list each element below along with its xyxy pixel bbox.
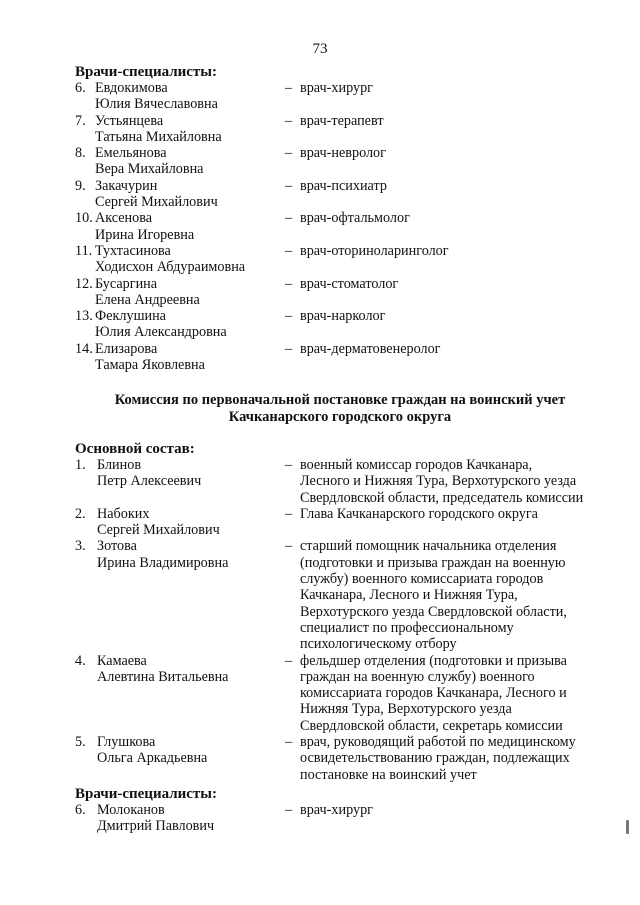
role-line: Глава Качканарского городского округа xyxy=(300,505,538,522)
person-name xyxy=(95,80,285,113)
dash: – xyxy=(285,177,293,194)
role-line: Свердловской области, председатель комиссии xyxy=(300,489,584,506)
given-name: Юлия Александровна xyxy=(95,324,227,341)
dash: – xyxy=(285,145,293,162)
surname: Евдокимова xyxy=(95,80,168,96)
dash: – xyxy=(285,308,293,325)
role-line: службу) военного комиссариата городов xyxy=(300,571,544,588)
item-number: 5. xyxy=(75,734,86,751)
surname: Глушкова xyxy=(97,734,156,751)
list-item xyxy=(75,178,615,211)
item-number: 8. xyxy=(75,145,86,162)
person-name xyxy=(97,538,285,652)
person-role: врач-нарколог xyxy=(300,308,386,325)
dash: – xyxy=(285,457,293,473)
given-name: Петр Алексеевич xyxy=(97,473,202,490)
dash: – xyxy=(285,80,293,96)
surname: Емельянова xyxy=(95,145,167,162)
surname: Молоканов xyxy=(97,802,165,818)
role-line: старший помощник начальника отделения xyxy=(300,538,557,555)
person-name xyxy=(95,243,285,276)
list-item xyxy=(75,506,615,539)
item-number: 6. xyxy=(75,80,86,96)
given-name: Ирина Игоревна xyxy=(95,226,195,243)
person-name xyxy=(97,802,285,835)
item-number: 13. xyxy=(75,308,93,325)
person-role: врач-хирург xyxy=(300,80,373,96)
section-heading-specialists: Врачи-специалисты: xyxy=(75,786,218,802)
person-name xyxy=(97,734,285,783)
item-number: 6. xyxy=(75,802,86,818)
list-item xyxy=(75,308,615,341)
list-item xyxy=(75,276,615,309)
person-role xyxy=(300,538,618,652)
dash: – xyxy=(285,538,293,555)
surname: Феклушина xyxy=(95,308,166,325)
given-name: Вера Михайловна xyxy=(95,161,204,178)
role-line: врач, руководящий работой по медицинскому xyxy=(300,734,576,751)
role-line: граждан на военную службу) военного xyxy=(300,668,535,685)
person-role: врач-офтальмолог xyxy=(300,210,410,227)
item-number: 4. xyxy=(75,652,86,669)
commission-title-line: Качканарского городского округа xyxy=(228,409,452,425)
person-name xyxy=(97,506,285,539)
person-role xyxy=(300,506,618,539)
dash: – xyxy=(285,734,293,751)
list-item xyxy=(75,113,615,146)
role-line: (подготовки и призыва граждан на военную xyxy=(300,554,566,571)
role-line: комиссариата городов Качканара, Лесного и xyxy=(300,685,567,702)
role-line: фельдшер отделения (подготовки и призыва xyxy=(300,652,567,669)
commission-title xyxy=(90,392,590,426)
person-name xyxy=(95,145,285,178)
role-line: Свердловской области, секретарь комиссии xyxy=(300,717,563,734)
list-item xyxy=(75,802,615,835)
specialists-list xyxy=(75,80,615,373)
specialists-list-2 xyxy=(75,802,615,835)
role-line: освидетельствованию граждан, подлежащих xyxy=(300,750,570,767)
list-item xyxy=(75,341,615,374)
role-line: Лесного и Нижняя Тура, Верхотурского уезда xyxy=(300,473,577,490)
person-name xyxy=(95,178,285,211)
dash: – xyxy=(285,210,293,227)
person-role: врач-хирург xyxy=(300,802,373,818)
list-item xyxy=(75,243,615,276)
person-name xyxy=(95,113,285,146)
item-number: 1. xyxy=(75,457,86,473)
person-role: врач-дерматовенеролог xyxy=(300,340,441,357)
dash: – xyxy=(285,340,293,357)
role-line: Нижняя Тура, Верхотурского уезда xyxy=(300,701,512,718)
given-name: Алевтина Витальевна xyxy=(97,668,229,685)
section-heading-main-members: Основной состав: xyxy=(75,441,195,457)
surname: Зотова xyxy=(97,538,137,555)
person-role: врач-невролог xyxy=(300,145,386,162)
item-number: 9. xyxy=(75,177,86,194)
page-number: 73 xyxy=(312,41,328,57)
scan-mark xyxy=(626,820,629,834)
given-name: Юлия Вячеславовна xyxy=(95,96,218,113)
commission-title-line: Комиссия по первоначальной постановке граждан на воинский учет xyxy=(114,392,566,408)
role-line: Качканара, Лесного и Нижняя Тура, xyxy=(300,587,518,604)
given-name: Тамара Яковлевна xyxy=(95,357,205,374)
person-name xyxy=(97,457,285,506)
dash: – xyxy=(285,242,293,259)
list-item xyxy=(75,457,615,506)
list-item xyxy=(75,653,615,734)
dash: – xyxy=(285,505,293,522)
given-name: Елена Андреевна xyxy=(95,291,200,308)
person-role: врач-психиатр xyxy=(300,177,387,194)
given-name: Ольга Аркадьевна xyxy=(97,750,208,767)
dash: – xyxy=(285,802,293,818)
item-number: 11. xyxy=(75,242,93,259)
item-number: 10. xyxy=(75,210,93,227)
person-name xyxy=(95,276,285,309)
given-name: Ходисхон Абдураимовна xyxy=(95,259,246,276)
person-name xyxy=(97,653,285,734)
person-role xyxy=(300,734,618,783)
surname: Блинов xyxy=(97,457,142,473)
role-line: военный комиссар городов Качканара, xyxy=(300,457,533,473)
list-item xyxy=(75,734,615,783)
item-number: 12. xyxy=(75,275,93,292)
person-role: врач-терапевт xyxy=(300,112,384,129)
surname: Бусаргина xyxy=(95,275,158,292)
role-line: психологическому отбору xyxy=(300,636,457,653)
surname: Камаева xyxy=(97,652,147,669)
person-role xyxy=(300,457,618,506)
person-name xyxy=(95,210,285,243)
list-item xyxy=(75,145,615,178)
list-item xyxy=(75,538,615,652)
person-role: врач-стоматолог xyxy=(300,275,399,292)
given-name: Ирина Владимировна xyxy=(97,554,229,571)
item-number: 2. xyxy=(75,505,86,522)
main-members-list xyxy=(75,457,615,783)
dash: – xyxy=(285,275,293,292)
list-item xyxy=(75,80,615,113)
dash: – xyxy=(285,652,293,669)
surname: Закачурин xyxy=(95,177,158,194)
given-name: Сергей Михайлович xyxy=(97,522,220,539)
person-role: врач-оториноларинголог xyxy=(300,242,449,259)
section-heading-specialists: Врачи-специалисты: xyxy=(75,64,218,80)
item-number: 3. xyxy=(75,538,86,555)
person-name xyxy=(95,341,285,374)
item-number: 7. xyxy=(75,112,86,129)
given-name: Сергей Михайлович xyxy=(95,194,218,211)
surname: Устьянцева xyxy=(95,112,164,129)
given-name: Дмитрий Павлович xyxy=(97,818,215,835)
surname: Елизарова xyxy=(95,340,158,357)
person-name xyxy=(95,308,285,341)
given-name: Татьяна Михайловна xyxy=(95,128,222,145)
role-line: специалист по профессиональному xyxy=(300,619,514,636)
surname: Тухтасинова xyxy=(95,242,171,259)
dash: – xyxy=(285,112,293,129)
role-line: Верхотурского уезда Свердловской области, xyxy=(300,603,567,620)
surname: Набоких xyxy=(97,505,150,522)
item-number: 14. xyxy=(75,340,93,357)
role-line: постановке на воинский учет xyxy=(300,766,477,783)
list-item xyxy=(75,210,615,243)
person-role xyxy=(300,653,618,734)
surname: Аксенова xyxy=(95,210,153,227)
